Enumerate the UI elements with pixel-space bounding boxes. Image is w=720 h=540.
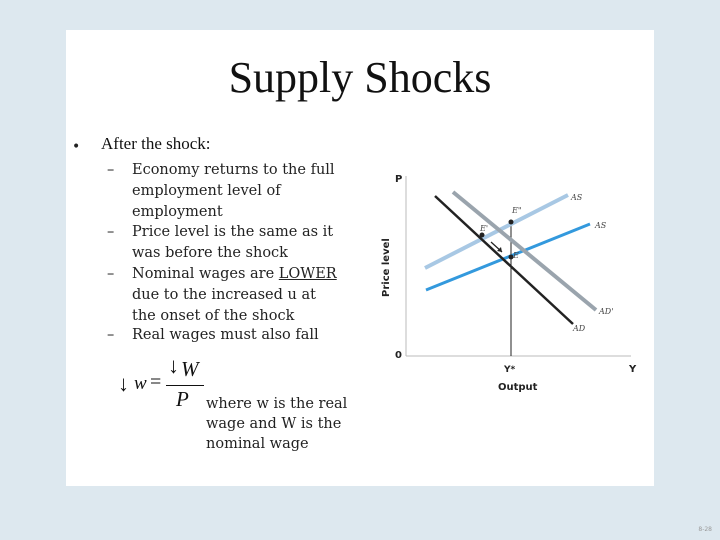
bullet-heading: After the shock: [101,134,211,153]
formula-numerator: W [181,357,199,381]
ad-curve [435,196,573,324]
label-as: AS [595,221,607,230]
bullet-marker: • [72,139,81,155]
label-point-e1: E' [480,224,489,233]
y-output-label: Y [629,364,637,375]
dash-marker: – [107,266,115,282]
formula-denominator: P [176,387,189,411]
formula-note-text: where w is the real wage and W is the nominal wage [206,396,348,452]
sub-bullet-3 [107,264,339,327]
label-ad: AD [573,324,586,333]
ad-as-diagram [373,160,645,396]
dash-marker: – [107,224,115,240]
formula-note [132,394,357,454]
sub-bullet-text: Price level is the same as it was before the shock [132,224,334,261]
y-axis-title: Price level [381,238,392,297]
p-axis-label: P [395,174,403,185]
formula-lhs: w [134,373,147,394]
formula-equals: = [150,371,162,393]
label-point-e2: E" [512,206,522,215]
sub-bullet-2 [107,222,339,264]
label-as-new: AS [571,193,583,202]
sub-bullet-1 [107,160,339,223]
page-number: 8-28 [698,526,712,533]
fraction-bar [166,385,204,386]
emphasis-lower: LOWER [278,266,337,282]
sub-bullet-text-start: Nominal wages are [132,266,279,282]
label-ad-shifted: AD' [599,307,614,316]
sub-bullet-text: Real wages must also fall [132,327,319,343]
point-e1-dot [480,233,485,238]
origin-label: 0 [395,350,402,361]
label-point-e: E [513,251,519,260]
ad-shifted-curve [453,192,596,310]
down-arrow-icon: ↓ [168,353,179,378]
slide-title: Supply Shocks [228,53,492,102]
point-e2-dot [509,220,514,225]
dash-marker: – [107,162,115,178]
sub-bullet-text: Economy returns to the full employment level of employment [132,162,335,220]
sub-bullet-4 [107,325,339,346]
sub-bullet-text [107,264,339,327]
sub-bullet-text-end: due to the increased u at the onset of the shock [132,287,316,324]
dash-marker: – [107,327,115,343]
ystar-label: Y* [504,365,516,375]
x-axis-title: Output [498,382,538,393]
down-arrow-icon: ↓ [118,371,129,396]
ad-as-svg [373,160,645,396]
